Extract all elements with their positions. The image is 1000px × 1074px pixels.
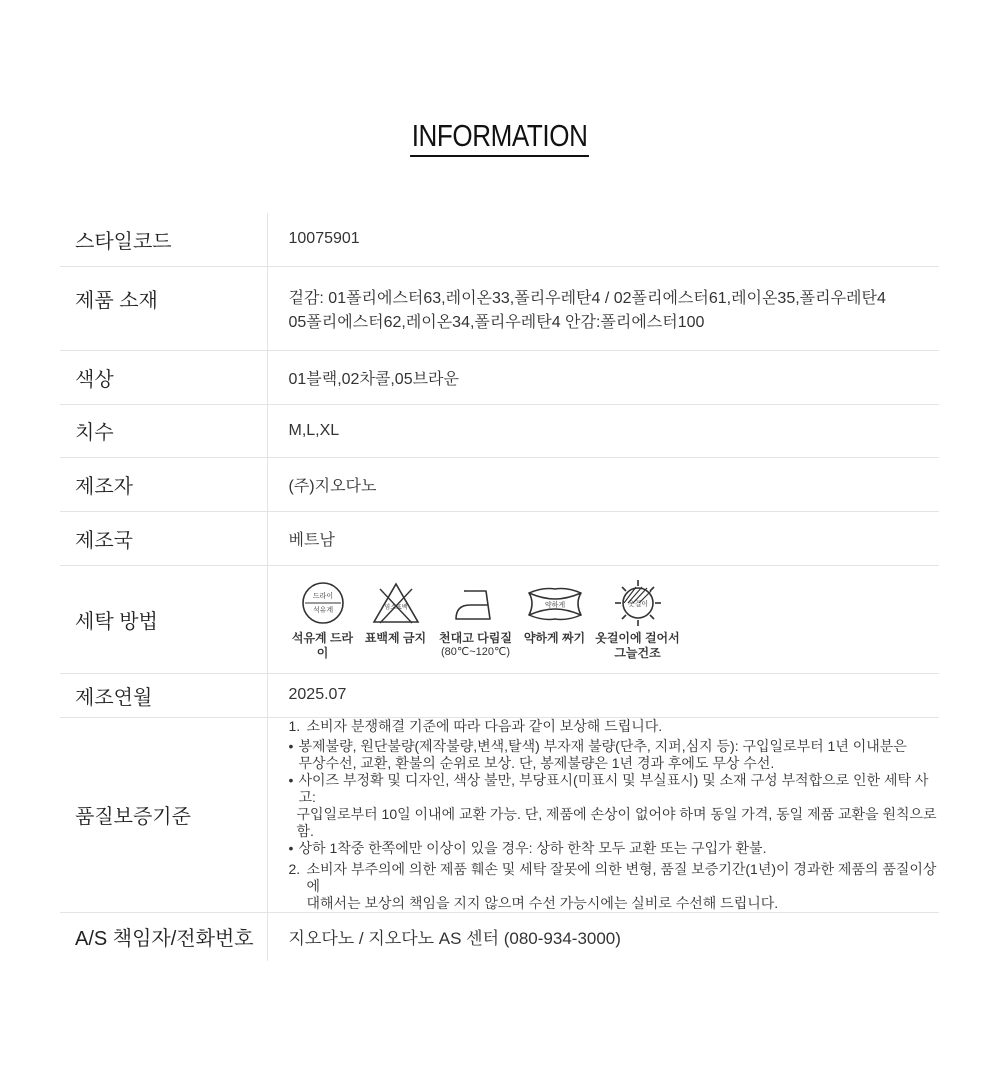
care-item — [357, 579, 435, 646]
care-label: 그늘건조 — [614, 646, 661, 660]
care-item — [435, 579, 517, 659]
row-value: 2025.07 — [267, 673, 939, 717]
row-country — [60, 511, 939, 565]
row-washing — [60, 565, 939, 673]
row-value: 베트남 — [267, 511, 939, 565]
row-value: M,L,XL — [267, 404, 939, 457]
row-value — [267, 565, 939, 673]
gentle-wring-icon — [525, 579, 585, 627]
quality-item — [289, 718, 940, 735]
quality-item — [289, 861, 940, 912]
care-label: 표백제 금지 — [364, 631, 427, 645]
row-label: 치수 — [60, 404, 267, 457]
item-number: 1. — [288, 717, 301, 734]
bullet-dot: • — [288, 839, 294, 856]
row-label: A/S 책임자/전화번호 — [60, 912, 267, 961]
row-label: 제품 소재 — [60, 266, 267, 350]
bullet-text: 봉제불량, 원단불량(제작불량,변색,탈색) 부자재 불량(단추, 지퍼,심지 등): 구입일로부터 1년 이내분은 무상수선, 교환, 환불의 순위로 보상. 단, 봉제불량은 1년 경과 후에도 무상 수선. — [298, 737, 907, 771]
row-date — [60, 673, 939, 717]
row-value — [267, 717, 939, 912]
dry-clean-icon — [299, 579, 347, 627]
item-text: 소비자 부주의에 의한 제품 훼손 및 세탁 잘못에 의한 변형, 품질 보증기간(1년)이 경과한 제품의 품질이상에 대해서는 보상의 책임을 지지 않으며 수선 가능시에는 실비로 수선해 드립니다. — [306, 860, 937, 911]
row-value: 10075901 — [267, 213, 939, 266]
bullet-text: 상하 1착중 한쪽에만 이상이 있을 경우: 상하 한착 모두 교환 또는 구입가 환불. — [298, 839, 767, 856]
quality-bullet — [289, 772, 940, 806]
care-item — [517, 579, 593, 646]
care-inner-text: 염소표백 — [383, 604, 408, 611]
bullet-continuation: 구입일로부터 10일 이내에 교환 가능. 단, 제품에 손상이 없어야 하며 동일 가격, 동일 제품 교환을 원칙으로 함. — [296, 805, 937, 839]
row-label: 세탁 방법 — [60, 565, 267, 673]
row-label: 제조자 — [60, 457, 267, 511]
care-inner-text: 석유계 — [312, 606, 333, 614]
care-sublabel: (80℃~120℃) — [440, 646, 511, 658]
no-bleach-icon — [370, 579, 422, 627]
care-item — [289, 579, 357, 661]
quality-bullet — [289, 738, 940, 772]
care-icons — [289, 579, 940, 661]
care-inner-text: 약하게 — [544, 601, 565, 609]
row-size — [60, 404, 939, 457]
row-value: 01블랙,02차콜,05브라운 — [267, 350, 939, 404]
row-label: 스타일코드 — [60, 213, 267, 266]
item-number: 2. — [288, 860, 301, 877]
row-value: (주)지오다노 — [267, 457, 939, 511]
care-label: 석유계 드라이 — [291, 631, 354, 660]
row-as — [60, 912, 939, 961]
care-label: 옷걸이에 걸어서 — [595, 631, 680, 645]
hang-dry-shade-icon — [612, 579, 664, 627]
row-quality — [60, 717, 939, 912]
care-inner-text: 드라이 — [312, 592, 333, 600]
row-label: 제조연월 — [60, 673, 267, 717]
row-color — [60, 350, 939, 404]
care-label: 천대고 다림질 — [439, 631, 512, 645]
quality-text — [289, 718, 940, 912]
row-value — [267, 266, 939, 350]
care-inner-text: 옷걸이 — [627, 600, 648, 608]
row-label: 품질보증기준 — [60, 717, 267, 912]
care-label: 약하게 짜기 — [523, 631, 586, 645]
bullet-text: 사이즈 부정확 및 디자인, 색상 불만, 부당표시(미표시 및 부실표시) 및 소재 구성 부적합으로 인한 세탁 사고: — [298, 771, 929, 805]
page-title: INFORMATION — [410, 118, 589, 157]
row-label: 제조국 — [60, 511, 267, 565]
row-style-code — [60, 213, 939, 266]
care-item — [593, 579, 683, 661]
row-value: 지오다노 / 지오다노 AS 센터 (080-934-3000) — [288, 929, 621, 949]
row-manufacturer — [60, 457, 939, 511]
material-line: 겉감: 01폴리에스터63,레이온33,폴리우레탄4 / 02폴리에스터61,레이온35,폴리우레탄4 — [288, 289, 886, 307]
info-table — [60, 213, 939, 961]
quality-bullet — [289, 840, 940, 857]
iron-icon — [450, 579, 502, 627]
item-text: 소비자 분쟁해결 기준에 따라 다음과 같이 보상해 드립니다. — [306, 717, 663, 734]
bullet-dot: • — [288, 737, 294, 754]
bullet-dot: • — [288, 771, 294, 788]
row-label: 색상 — [60, 350, 267, 404]
material-line: 05폴리에스터62,레이온34,폴리우레탄4 안감:폴리에스터100 — [288, 313, 705, 331]
row-material — [60, 266, 939, 350]
